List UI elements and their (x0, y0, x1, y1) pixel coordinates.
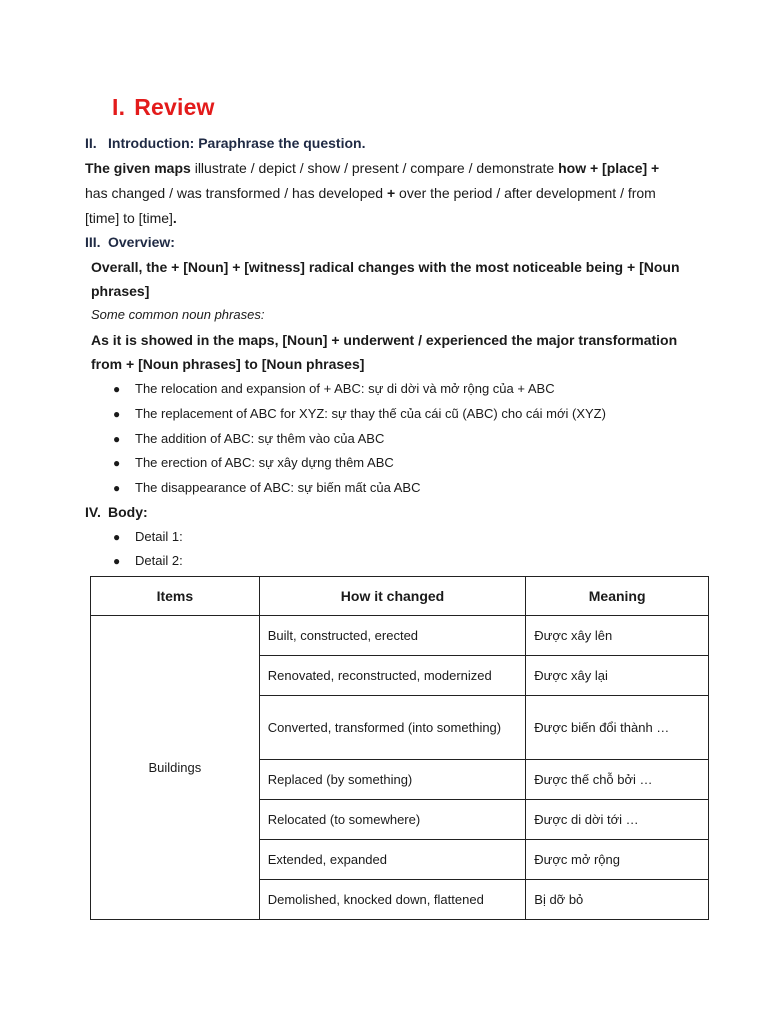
table-row (91, 616, 709, 656)
bullet-icon: ● (113, 432, 121, 446)
list-item (113, 406, 606, 421)
intro-line-3 (85, 206, 685, 230)
heading-body (85, 504, 148, 520)
detail-label: Detail 2: (135, 553, 183, 568)
intro-line3-period: . (172, 210, 177, 226)
meaning-cell: Được di dời tới … (526, 800, 709, 840)
meaning-cell: Được mở rộng (526, 840, 709, 880)
list-item-text: The erection of ABC: sự xây dựng thêm ABC (135, 455, 394, 470)
heading-number: I. (112, 94, 126, 120)
bullet-icon: ● (113, 481, 121, 495)
intro-line-1 (85, 156, 685, 180)
detail-label: Detail 1: (135, 529, 183, 544)
change-cell: Relocated (to somewhere) (259, 800, 526, 840)
intro-verbs: illustrate / depict / show / present / compare / demonstrate (190, 160, 559, 176)
list-item (113, 529, 183, 544)
intro-line-2 (85, 181, 685, 205)
bullet-icon: ● (113, 382, 121, 396)
overview-sentence: Overall, the + [Noun] + [witness] radical changes with the most noticeable being + [Noun phrases] (91, 259, 680, 299)
column-header-items: Items (91, 577, 260, 616)
bullet-icon: ● (113, 530, 121, 544)
heading-introduction (85, 135, 365, 151)
list-item-text: The relocation and expansion of + ABC: sự di dời và mở rộng của + ABC (135, 381, 555, 396)
bullet-icon: ● (113, 407, 121, 421)
bullet-icon: ● (113, 554, 121, 568)
intro-bold-end: how + [place] + (558, 160, 660, 176)
heading-title: Review (134, 94, 215, 120)
change-cell: Renovated, reconstructed, modernized (259, 656, 526, 696)
intro-line2-plus: + (386, 185, 396, 201)
heading-title: Body: (108, 504, 148, 520)
change-cell: Built, constructed, erected (259, 616, 526, 656)
meaning-cell: Được thế chỗ bởi … (526, 760, 709, 800)
intro-line3-text: [time] to [time] (85, 210, 173, 226)
intro-line2-end: over the period / after development / from (395, 185, 656, 201)
column-header-meaning: Meaning (526, 577, 709, 616)
meaning-cell: Được xây lên (526, 616, 709, 656)
list-item-text: The replacement of ABC for XYZ: sự thay thế của cái cũ (ABC) cho cái mới (XYZ) (135, 406, 606, 421)
heading-number: III. (85, 234, 101, 250)
list-item (113, 431, 384, 446)
change-cell: Demolished, knocked down, flattened (259, 880, 526, 920)
overview-note: Some common noun phrases: (91, 307, 265, 322)
list-item-text: The disappearance of ABC: sự biến mất của ABC (135, 480, 421, 495)
intro-bold-start: The given maps (85, 160, 191, 176)
heading-overview (85, 234, 175, 250)
change-cell: Extended, expanded (259, 840, 526, 880)
heading-number: II. (85, 135, 97, 151)
list-item (113, 553, 183, 568)
list-item (113, 381, 555, 396)
heading-number: IV. (85, 504, 101, 520)
meaning-cell: Bị dỡ bỏ (526, 880, 709, 920)
table-header-row (91, 577, 709, 616)
heading-title: Overview: (108, 234, 175, 250)
meaning-cell: Được biến đổi thành … (526, 696, 709, 760)
group-cell-buildings: Buildings (91, 616, 260, 920)
change-cell: Replaced (by something) (259, 760, 526, 800)
meaning-cell: Được xây lại (526, 656, 709, 696)
column-header-how-it-changed: How it changed (259, 577, 526, 616)
list-item (113, 455, 394, 470)
list-item-text: The addition of ABC: sự thêm vào của ABC (135, 431, 385, 446)
bullet-icon: ● (113, 456, 121, 470)
list-item (113, 480, 420, 495)
change-cell: Converted, transformed (into something) (259, 696, 526, 760)
overview-sentence-2: As it is showed in the maps, [Noun] + underwent / experienced the major transformation from + [Noun phrases] to [Noun phrases] (91, 332, 678, 372)
intro-line2-start: has changed / was transformed / has developed (85, 185, 387, 201)
vocabulary-table (90, 576, 709, 920)
heading-title: Introduction: Paraphrase the question. (108, 135, 366, 151)
heading-review (112, 94, 215, 121)
